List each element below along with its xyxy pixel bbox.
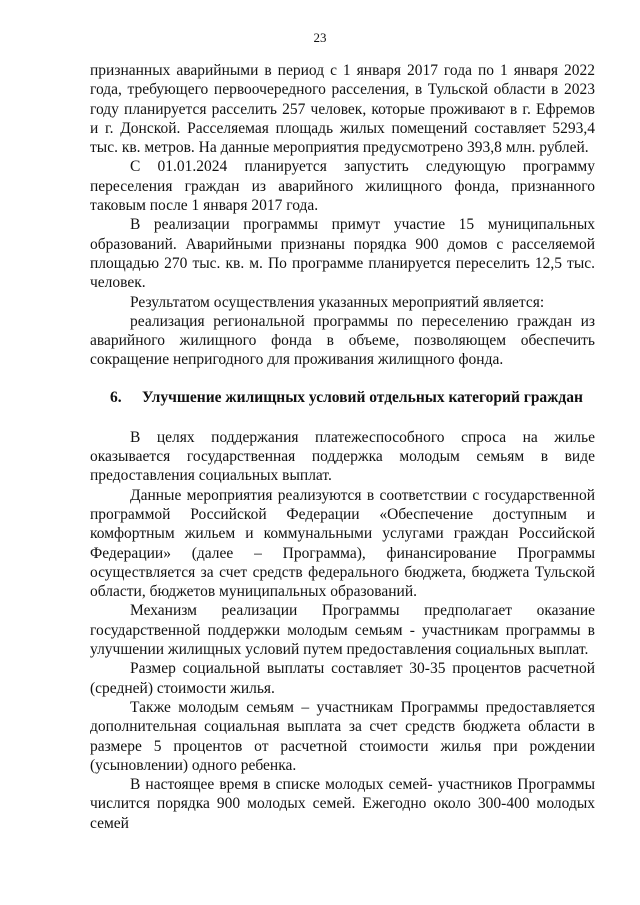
page-number: 23: [313, 30, 327, 45]
paragraph: В настоящее время в списке молодых семей- участников Программы числится порядка 900 молодых семей. Ежегодно около 300-400 молодых семей: [90, 776, 595, 832]
paragraph: Механизм реализации Программы предполагает оказание государственной поддержки молодым семьям - участникам программы в улучшении жилищных условий путем предоставления социальных выплат.: [90, 602, 595, 659]
paragraph: Также молодым семьям – участникам Программы предоставляется дополнительная социальная выплата за счет средств бюджета области в размере 5 процентов от расчетной стоимости жилья при рождении (усыновлении) одного ребенка.: [90, 698, 595, 774]
paragraph: реализация региональной программы по переселению граждан из аварийного жилищного фонда в объеме, позволяющем обеспечить сокращение непригодного для проживания жилищного фонда.: [90, 312, 595, 369]
paragraph: Результатом осуществления указанных мероприятий является:: [130, 293, 545, 311]
paragraph: Данные мероприятия реализуются в соответствии с государственной программой Российской Федерации «Обеспечение доступным и комфортным жильем и коммунальными услугами граждан Российской Федерации» (далее – Программа), финансирование Программы осуществляется за счет средств федерального бюджета, бюджета Тульской области, бюджетов муниципальных образований.: [90, 486, 595, 601]
paragraph-continuation: признанных аварийными в период с 1 января 2017 года по 1 января 2022 года, требующего первоочередного расселения, в Тульской области в 2023 году планируется расселить 257 человек, которые проживают в г. Ефремов и г. Донской. Расселяемая площадь жилых помещений составляет 5293,4 тыс. кв. метров. На данные мероприятия предусмотрено 393,8 млн. рублей.: [90, 62, 595, 157]
paragraph: Размер социальной выплаты составляет 30-35 процентов расчетной (средней) стоимости жилья.: [90, 660, 595, 697]
section-number: 6.: [110, 388, 122, 406]
document-body: [90, 61, 595, 833]
section-heading: [90, 388, 595, 408]
section-title: Улучшение жилищных условий отдельных категорий граждан: [142, 388, 583, 406]
paragraph: В реализации программы примут участие 15 муниципальных образований. Аварийными признаны порядка 900 домов с расселяемой площадью 270 тыс. кв. м. По программе планируется переселить 12,5 тыс. человек.: [90, 216, 595, 292]
paragraph: С 01.01.2024 планируется запустить следующую программу переселения граждан из аварийного жилищного фонда, признанного таковым после 1 января 2017 года.: [90, 158, 595, 215]
paragraph: В целях поддержания платежеспособного спроса на жилье оказывается государственная поддержка молодым семьям в виде предоставления социальных выплат.: [90, 428, 595, 485]
